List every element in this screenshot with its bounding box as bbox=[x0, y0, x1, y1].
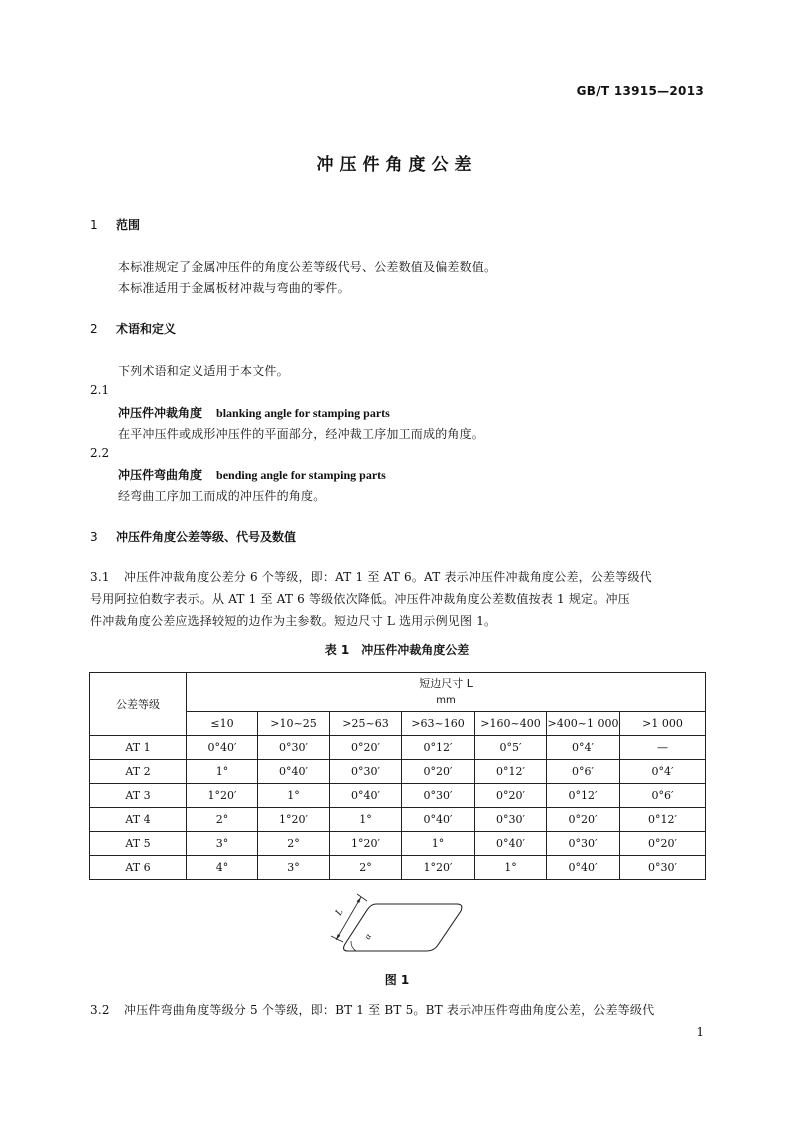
subsection-number: 2.2 bbox=[90, 446, 110, 460]
value-cell: 1°20′ bbox=[330, 832, 402, 856]
tolerance-table bbox=[89, 672, 706, 880]
value-cell: 0°20′ bbox=[330, 736, 402, 760]
value-cell: 0°40′ bbox=[330, 784, 402, 808]
value-cell: 0°30′ bbox=[258, 736, 330, 760]
value-cell: 4° bbox=[187, 856, 258, 880]
term-chinese: 冲压件弯曲角度 bbox=[118, 468, 203, 482]
value-cell: 0°12′ bbox=[620, 808, 706, 832]
value-cell: 0°40′ bbox=[402, 808, 475, 832]
grade-cell: AT 3 bbox=[90, 784, 187, 808]
dimension-line bbox=[336, 897, 361, 940]
column-header-cell: >400~1 000 bbox=[547, 712, 620, 736]
paragraph: 本标准适用于金属板材冲裁与弯曲的零件。 bbox=[118, 281, 350, 295]
grade-cell: AT 5 bbox=[90, 832, 187, 856]
angle-arc bbox=[351, 941, 356, 951]
value-cell: 2° bbox=[258, 832, 330, 856]
table-row bbox=[90, 760, 706, 784]
section-number: 2 bbox=[90, 322, 98, 336]
value-cell: 2° bbox=[187, 808, 258, 832]
section-number: 3 bbox=[90, 530, 98, 544]
dimension-arrow-bottom bbox=[336, 934, 340, 940]
value-cell: 0°4′ bbox=[620, 760, 706, 784]
value-cell: 0°30′ bbox=[547, 832, 620, 856]
value-cell: 1° bbox=[475, 856, 547, 880]
column-header-cell: >25~63 bbox=[330, 712, 402, 736]
term-definition: 经弯曲工序加工而成的冲压件的角度。 bbox=[118, 489, 326, 503]
value-cell: 0°30′ bbox=[475, 808, 547, 832]
value-cell: 0°40′ bbox=[258, 760, 330, 784]
section-title: 冲压件角度公差等级、代号及数值 bbox=[116, 530, 297, 544]
paragraph-line: 冲压件冲裁角度公差分 6 个等级，即：AT 1 至 AT 6。AT 表示冲压件冲裁角度公差，公差等级代 bbox=[124, 570, 652, 584]
value-cell: 3° bbox=[258, 856, 330, 880]
section-title: 术语和定义 bbox=[116, 322, 177, 336]
paragraph: 本标准规定了金属冲压件的角度公差等级代号、公差数值及偏差数值。 bbox=[118, 260, 497, 274]
value-cell: 0°6′ bbox=[547, 760, 620, 784]
table-row bbox=[90, 784, 706, 808]
column-header-cell: >10~25 bbox=[258, 712, 330, 736]
value-cell: 1°20′ bbox=[258, 808, 330, 832]
group-header-label: 短边尺寸 L bbox=[419, 677, 473, 690]
figure-caption: 图 1 bbox=[384, 973, 410, 987]
term-chinese: 冲压件冲裁角度 bbox=[118, 406, 203, 420]
column-header-cell: ≤10 bbox=[187, 712, 258, 736]
section-2-heading bbox=[90, 320, 176, 337]
standard-number: GB/T 13915—2013 bbox=[576, 84, 704, 98]
column-header-cell: >1 000 bbox=[620, 712, 706, 736]
plate-outline bbox=[344, 904, 462, 951]
value-cell: 0°40′ bbox=[547, 856, 620, 880]
subsection-number: 2.1 bbox=[90, 383, 110, 397]
value-cell: 0°12′ bbox=[402, 736, 475, 760]
value-cell: 1° bbox=[187, 760, 258, 784]
value-cell: 1°20′ bbox=[402, 856, 475, 880]
section-number: 1 bbox=[90, 218, 98, 232]
value-cell: 1° bbox=[330, 808, 402, 832]
value-cell: 0°12′ bbox=[547, 784, 620, 808]
value-cell: — bbox=[620, 736, 706, 760]
section-1-heading bbox=[90, 216, 140, 233]
value-cell: 0°40′ bbox=[187, 736, 258, 760]
group-header-cell bbox=[187, 673, 706, 712]
clause-number: 3.2 bbox=[90, 1003, 110, 1017]
value-cell: 0°6′ bbox=[620, 784, 706, 808]
column-header-cell: >63~160 bbox=[402, 712, 475, 736]
paragraph: 下列术语和定义适用于本文件。 bbox=[118, 364, 289, 378]
unit-label: mm bbox=[436, 695, 456, 706]
table-caption: 表 1 冲压件冲裁角度公差 bbox=[324, 643, 470, 657]
clause-number: 3.1 bbox=[90, 570, 110, 584]
grade-cell: AT 1 bbox=[90, 736, 187, 760]
column-header-cell: >160~400 bbox=[475, 712, 547, 736]
grade-cell: AT 6 bbox=[90, 856, 187, 880]
value-cell: 0°4′ bbox=[547, 736, 620, 760]
value-cell: 0°20′ bbox=[620, 832, 706, 856]
grade-cell: AT 2 bbox=[90, 760, 187, 784]
paragraph-3-1 bbox=[90, 566, 704, 632]
value-cell: 0°5′ bbox=[475, 736, 547, 760]
table-row bbox=[90, 808, 706, 832]
value-cell: 0°12′ bbox=[475, 760, 547, 784]
table-row bbox=[90, 856, 706, 880]
term-entry bbox=[118, 466, 386, 483]
paragraph-line: 件冲裁角度公差应选择较短的边作为主参数。短边尺寸 L 选用示例见图 1。 bbox=[90, 614, 497, 628]
page-number: 1 bbox=[696, 1025, 704, 1039]
document-title: 冲压件角度公差 bbox=[316, 155, 478, 175]
dimension-label: L bbox=[333, 907, 346, 918]
term-english: blanking angle for stamping parts bbox=[216, 406, 390, 420]
value-cell: 0°40′ bbox=[475, 832, 547, 856]
paragraph-line: 号用阿拉伯数字表示。从 AT 1 至 AT 6 等级依次降低。冲压件冲裁角度公差数值按表 1 规定。冲压 bbox=[90, 592, 630, 606]
dimension-arrow-top bbox=[357, 897, 361, 903]
value-cell: 2° bbox=[330, 856, 402, 880]
grade-cell: AT 4 bbox=[90, 808, 187, 832]
term-english: bending angle for stamping parts bbox=[216, 468, 386, 482]
value-cell: 0°30′ bbox=[620, 856, 706, 880]
value-cell: 1°20′ bbox=[187, 784, 258, 808]
paragraph-3-2 bbox=[90, 999, 704, 1021]
value-cell: 0°20′ bbox=[475, 784, 547, 808]
paragraph-line: 冲压件弯曲角度等级分 5 个等级，即：BT 1 至 BT 5。BT 表示冲压件弯曲角度公差，公差等级代 bbox=[124, 1003, 655, 1017]
figure-1-diagram bbox=[326, 888, 472, 958]
value-cell: 0°20′ bbox=[402, 760, 475, 784]
value-cell: 1° bbox=[402, 832, 475, 856]
term-entry bbox=[118, 404, 390, 421]
value-cell: 0°20′ bbox=[547, 808, 620, 832]
angle-label: α bbox=[362, 931, 374, 941]
term-definition: 在平冲压件或成形冲压件的平面部分，经冲裁工序加工而成的角度。 bbox=[118, 427, 485, 441]
table-row bbox=[90, 832, 706, 856]
value-cell: 0°30′ bbox=[402, 784, 475, 808]
table-row bbox=[90, 736, 706, 760]
row-header-cell: 公差等级 bbox=[90, 673, 187, 736]
value-cell: 3° bbox=[187, 832, 258, 856]
section-3-heading bbox=[90, 528, 296, 545]
value-cell: 1° bbox=[258, 784, 330, 808]
section-title: 范围 bbox=[116, 218, 141, 232]
value-cell: 0°30′ bbox=[330, 760, 402, 784]
